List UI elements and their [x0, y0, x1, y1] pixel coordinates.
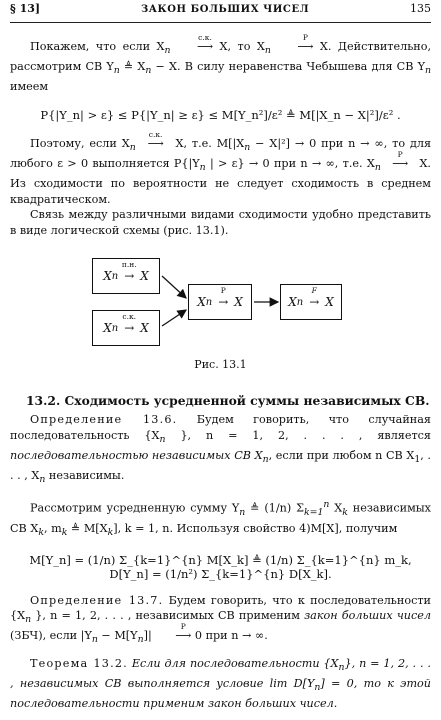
text-fragment: независимы.: [48, 468, 125, 482]
text-fragment: X, то X: [219, 40, 265, 53]
text-fragment: }, n = 1, 2, . . . , независимых СВ выполняется условие lim D[Y: [10, 657, 431, 690]
text-fragment: Будем говорить, что к последовательности {X: [10, 593, 432, 623]
mean-variance-formula: M[Y_n] = (1/n) Σ_{k=1}^{n} M[X_k] ≜ (1/n) Σ_{k=1}^{n} m_k, D[Y_n] = (1/n²) Σ_{k=1}^{n} D[X_k].: [29, 552, 412, 581]
box-almost-sure: X n п.н. → X: [92, 258, 160, 294]
text-fragment: Рассмотрим усредненную сумму Y: [30, 502, 240, 516]
text-fragment: ]|: [143, 629, 152, 643]
text-fragment: | > ε} → 0 при n → ∞, т.е. X: [209, 157, 375, 171]
figure-caption: Рис. 13.1: [194, 358, 247, 372]
text-fragment: имеем: [10, 79, 49, 93]
text-fragment: X. Из сходимости по вероятности не следует сходимость в среднем квадратическом.: [10, 157, 431, 206]
definition-label: Определение 13.7.: [30, 593, 164, 607]
paragraph-averaged-sum: Рассмотрим усредненную сумму $Y_n$ ≜ (1/n) $\Sigma_{k=1}^n$ $X_k$ независимых СВ $X_k$, $m_k$ ≜ $M[X_k]$, k = 1, n. Используя свойство 4)M[X], получим: [10, 499, 431, 539]
convergence-arrow-sk: с.к. ⟶: [147, 130, 164, 151]
section-title: 13.2. Сходимость усредненной суммы независимых СВ.: [26, 393, 430, 409]
definition-label: Определение 13.6.: [30, 413, 178, 427]
convergence-diagram: [0, 254, 441, 350]
text-fragment: независимых СВ X: [10, 502, 431, 535]
text-fragment: закон больших чисел: [304, 609, 432, 623]
convergence-arrow-sk: с.к. ⟶: [196, 33, 214, 53]
chebyshev-inequality-formula: P{|Y_n| > ε} ≤ P{|Y_n| ≥ ε} ≤ M[Y_n²]/ε² ≜ M[|X_n − X|²]/ε² .: [40, 108, 401, 123]
definition-13-7: Определение 13.7. Будем говорить, что к последовательности {$X_n$ }, n = 1, 2, . . . , независимых СВ применим закон больших чисел (ЗБЧ), если $|Y_n - M[Y_n]|$ P ⟶ 0 при n → ∞.: [10, 593, 432, 646]
text-fragment: − X|²] → 0 при n → ∞, то для любого ε > 0 выполняется P{|Y: [10, 137, 432, 171]
convergence-arrow-p: P ⟶: [392, 150, 409, 171]
arrow-ms-to-p: [162, 310, 186, 326]
box-mean-square: X n с.к. → X: [92, 310, 160, 346]
text-fragment: ] = 0, то к этой последовательности применим закон больших чисел.: [10, 676, 431, 710]
paragraph-scheme-intro: Связь между различными видами сходимости удобно представить в виде логической схемы (рис. 13.1).: [10, 208, 431, 237]
text-fragment: (ЗБЧ), если |Y: [10, 629, 92, 643]
paragraph-proof-start: Покажем, что если $X_n$ с.к. ⟶ X, то $X_n$ P ⟶ X. Действительно, рассмотрим СВ $Y_n$ ≜ $X_n - X$. В силу неравенства Чебышева для СВ $Y_n$ имеем: [10, 33, 432, 93]
text-fragment: − M[Y: [101, 629, 138, 643]
header-section: § 13]: [10, 2, 41, 15]
header-title: ЗАКОН БОЛЬШИХ ЧИСЕЛ: [140, 4, 310, 15]
convergence-arrow-p: P ⟶: [297, 33, 314, 53]
text-fragment: Будем говорить, что случайная последовательность {X: [10, 413, 431, 442]
arrow-as-to-p: [162, 276, 186, 298]
text-fragment: Поэтому, если X: [30, 137, 130, 151]
text-fragment: X, т.е. M[|X: [175, 137, 245, 151]
header-page-number: 135: [409, 2, 431, 15]
text-fragment: , если при любом n СВ X: [268, 448, 415, 462]
definition-13-6: Определение 13.6. Будем говорить, что случайная последовательность {$X_n$ }, n = 1, 2, . . . , является последовательностью независимых СВ $X_n$, если при любом n СВ $X_1$, . . . , $X_n$ независимы.: [10, 413, 431, 485]
theorem-13-2: Теорема 13.2. Если для последовательности $\{X_n\}$, n = 1, 2, . . . , независимых СВ выполняется условие $\lim D[Y_n] = 0$, то к этой последовательности применим закон больших чисел.: [10, 657, 431, 710]
text-fragment: Покажем, что если X: [30, 40, 165, 53]
text-fragment: ≜ (1/n) Σ: [250, 502, 304, 516]
text-fragment: ≜ X: [123, 59, 146, 73]
text-fragment: ], k = 1, n. Используя свойство 4)M[X], получим: [113, 521, 398, 535]
text-fragment: Если для последовательности {X: [131, 657, 339, 670]
text-fragment: ≜ M[X: [70, 521, 108, 535]
text-fragment: X: [334, 502, 343, 516]
text-fragment: , m: [43, 521, 62, 535]
text-fragment: последовательностью независимых СВ X: [10, 448, 263, 462]
text-fragment: }, n = 1, 2, . . . , независимых СВ применим: [35, 609, 300, 623]
convergence-arrow-p: P ⟶: [175, 622, 192, 643]
text-fragment: }, n = 1, 2, . . . , является: [180, 428, 431, 442]
paragraph-therefore: Поэтому, если $X_n$ с.к. ⟶ X, т.е. $M[|X_n - X|^2] \to 0$ при n → ∞, то для любого ε > 0 выполняется $P\{|Y_n$ | > ε} → 0 при n → ∞, т.е. $X_n$ P ⟶ X. Из сходимости по вероятности не следует сходимость в среднем квадратическом.: [10, 130, 432, 206]
text-fragment: 0 при n → ∞.: [194, 629, 268, 643]
running-header: [10, 0, 431, 23]
theorem-label: Теорема 13.2.: [30, 657, 128, 670]
box-probability: X n P → X: [188, 284, 252, 320]
box-distribution: X n F → X: [280, 284, 342, 320]
text-fragment: , . . . , X: [10, 448, 431, 482]
text-fragment: − X. В силу неравенства Чебышева для СВ Y: [155, 59, 425, 73]
text-fragment: X. Действительно, рассмотрим СВ Y: [10, 40, 432, 73]
